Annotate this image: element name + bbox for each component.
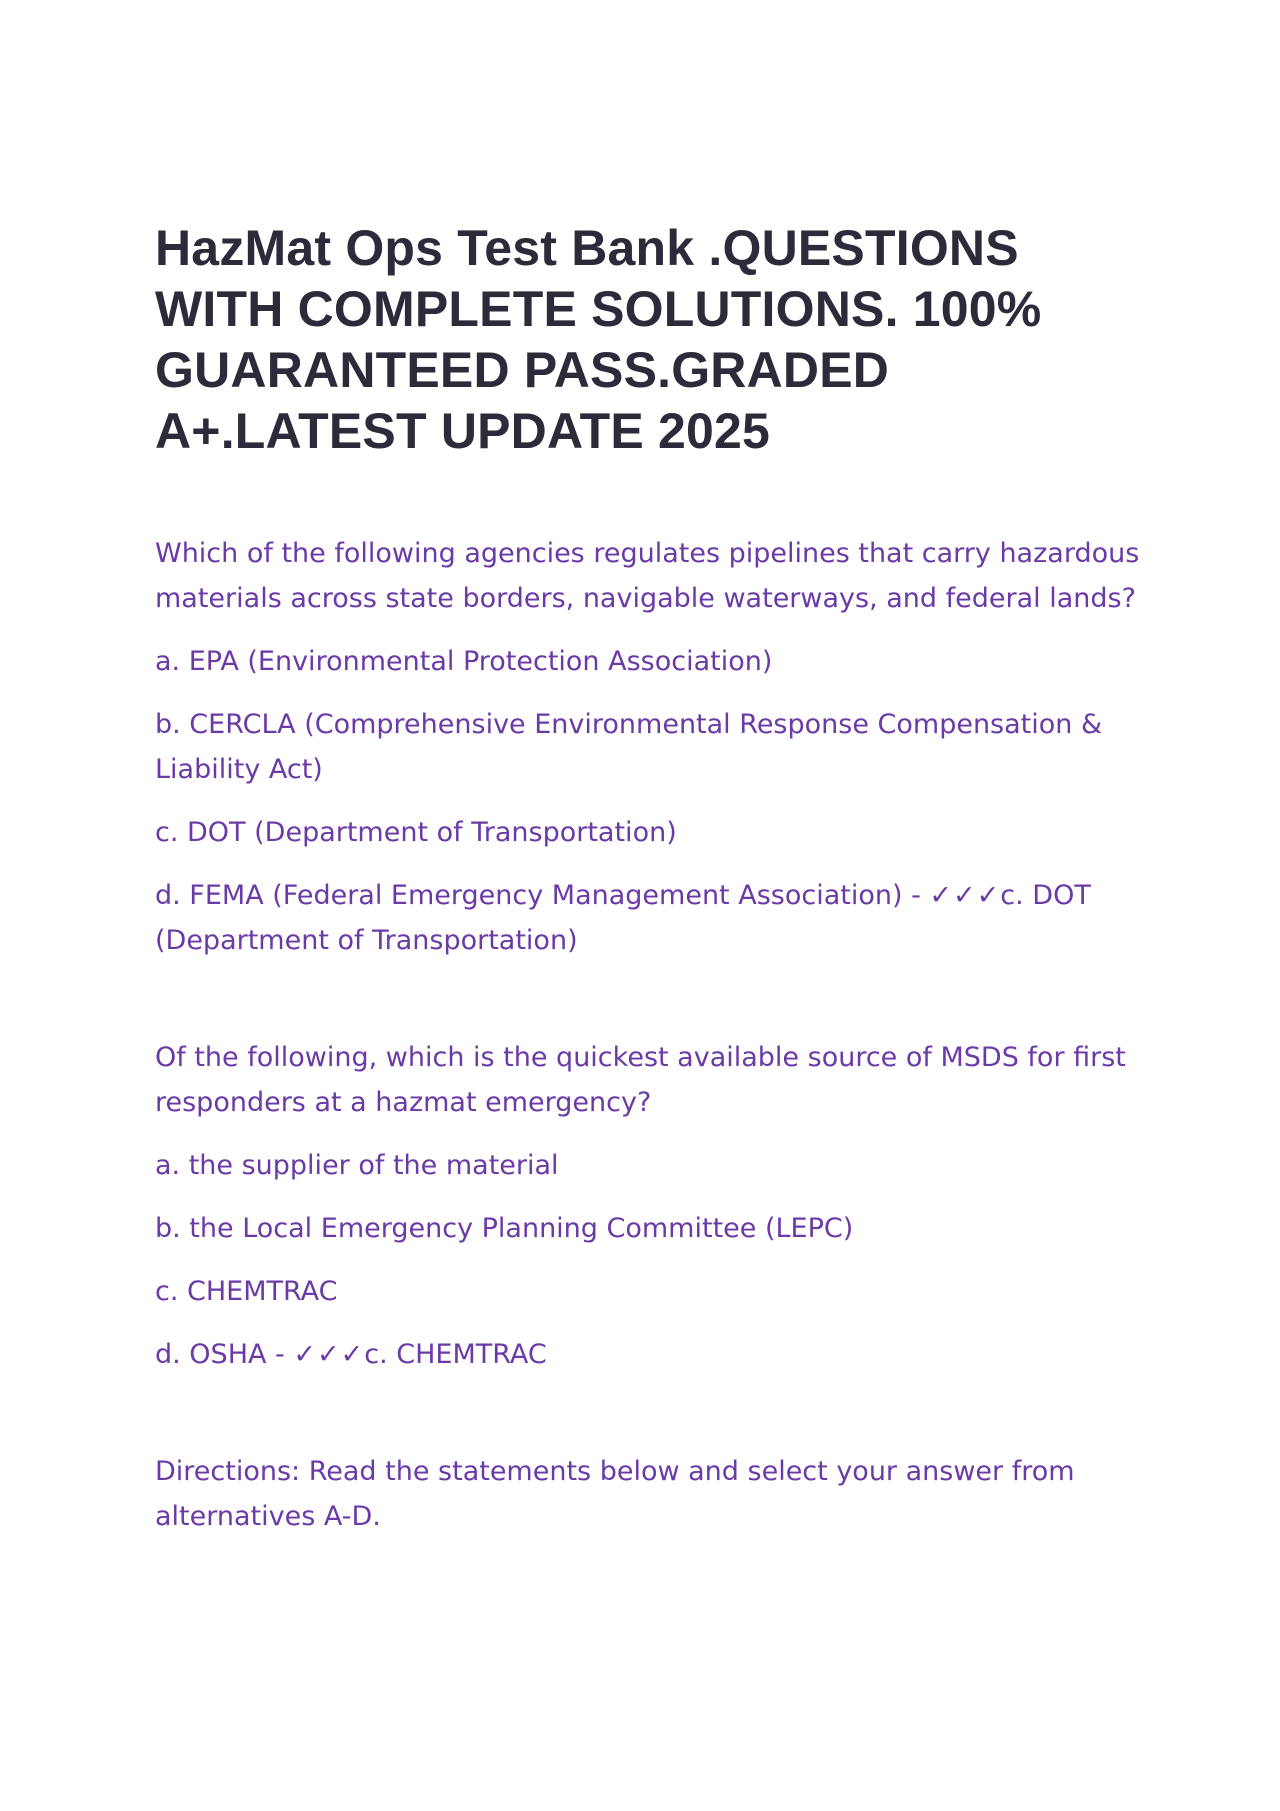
check-marks-icon: ✓✓✓: [293, 1339, 365, 1370]
answer-option-d: d. OSHA -: [155, 1339, 294, 1370]
document-content: [155, 218, 1145, 1539]
answer-option-c: c. DOT (Department of Transportation): [155, 817, 677, 848]
answer-option-a: a. EPA (Environmental Protection Association): [155, 646, 773, 677]
correct-answer: c. CHEMTRAC: [364, 1339, 547, 1370]
answer-option-a: a. the supplier of the material: [155, 1150, 559, 1181]
correct-answer: c. DOT (Department of Transportation): [155, 880, 1091, 956]
question-block: [155, 1035, 1145, 1377]
question-block: [155, 531, 1145, 963]
check-marks-icon: ✓✓✓: [929, 880, 1001, 911]
directions-text: Directions: Read the statements below and select your answer from alternatives A-D.: [155, 1456, 1075, 1532]
answer-option-d-with-solution: [155, 1332, 1145, 1377]
question-stem: Of the following, which is the quickest available source of MSDS for first responders at a hazmat emergency?: [155, 1042, 1126, 1118]
answer-option-d-with-solution: [155, 873, 1145, 963]
directions-block: [155, 1449, 1145, 1539]
question-stem: Which of the following agencies regulates pipelines that carry hazardous materials across state borders, navigable waterways, and federal lands?: [155, 538, 1140, 614]
answer-option-b: b. the Local Emergency Planning Committee (LEPC): [155, 1213, 854, 1244]
answer-option-c: c. CHEMTRAC: [155, 1276, 338, 1307]
answer-option-b: b. CERCLA (Comprehensive Environmental Response Compensation & Liability Act): [155, 709, 1103, 785]
document-title: HazMat Ops Test Bank .QUESTIONS WITH COMPLETE SOLUTIONS. 100% GUARANTEED PASS.GRADED A+.LATEST UPDATE 2025: [155, 220, 1042, 459]
answer-option-d: d. FEMA (Federal Emergency Management Association) -: [155, 880, 930, 911]
